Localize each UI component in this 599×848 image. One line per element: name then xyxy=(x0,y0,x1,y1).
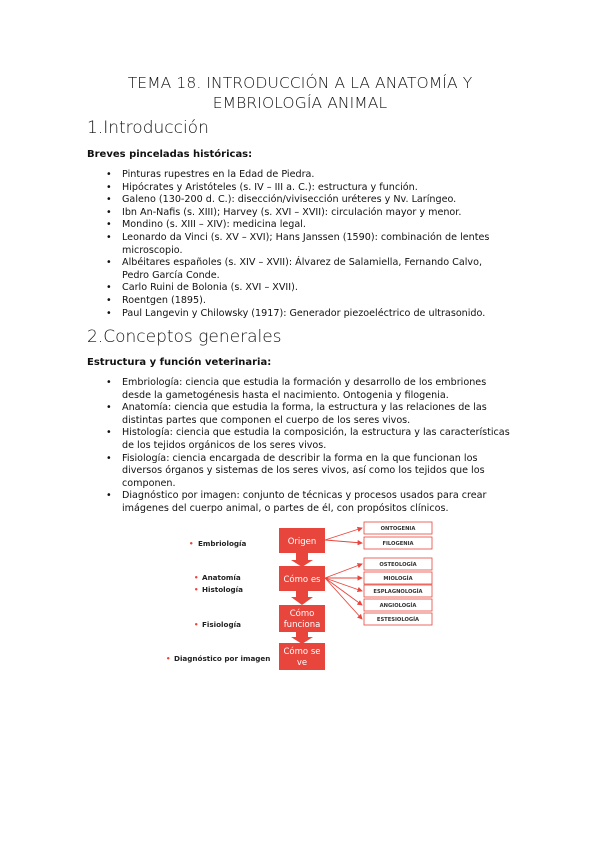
title-line-2: EMBRIOLOGÍA ANIMAL xyxy=(212,94,388,112)
list-item: • Leonardo da Vinci (s. XV – XVI); Hans Janssen (1590): combinación de lentes microscopio. xyxy=(0,232,512,257)
text-estesiologia: ESTESIOLOGÍA xyxy=(376,617,420,623)
svg-text:•: • xyxy=(194,621,199,629)
text-osteologia: OSTEOLOGÍA xyxy=(379,562,417,568)
label-histologia: Histología xyxy=(202,585,243,594)
label-embriologia: Embriología xyxy=(198,539,247,548)
label-fisiologia: Fisiología xyxy=(202,620,241,629)
text-como-se-ve-1: Cómo se xyxy=(283,647,321,657)
list-item: • Pinturas rupestres en la Edad de Piedra. xyxy=(0,169,512,182)
label-anatomia: Anatomía xyxy=(202,573,241,582)
text-como-es: Cómo es xyxy=(283,575,321,585)
list-item: • Mondino (s. XIII – XIV): medicina legal. xyxy=(0,219,512,232)
section-1-subheading: Breves pinceladas históricas: xyxy=(87,149,253,160)
section-1-heading: 1.Introducción xyxy=(87,118,209,138)
title-line-1: TEMA 18. INTRODUCCIÓN A LA ANATOMÍA Y xyxy=(127,74,473,92)
list-item: • Histología: ciencia que estudia la composición, la estructura y las características de los tejidos orgánicos de los seres vivos. xyxy=(0,427,512,452)
list-item: • Roentgen (1895). xyxy=(0,295,512,308)
list-item: • Carlo Ruini de Bolonia (s. XVI – XVII). xyxy=(0,282,512,295)
section-2-subheading: Estructura y función veterinaria: xyxy=(87,357,272,368)
list-item: • Galeno (130-200 d. C.): disección/vivisección uréteres y Nv. Laríngeo. xyxy=(0,194,512,207)
text-origen: Origen xyxy=(287,537,317,547)
svg-text:•: • xyxy=(189,540,194,548)
section-2-heading: 2.Conceptos generales xyxy=(87,327,282,347)
text-como-se-ve-2: ve xyxy=(296,658,308,668)
text-miologia: MIOLOGÍA xyxy=(383,576,413,582)
text-como-funciona-1: Cómo xyxy=(289,609,315,619)
svg-text:•: • xyxy=(166,655,171,663)
list-item: • Embriología: ciencia que estudia la formación y desarrollo de los embriones desde la gametogénesis hasta el nacimiento. Ontogenia y filogenia. xyxy=(0,377,512,402)
text-esplagnologia: ESPLAGNOLOGÍA xyxy=(373,589,423,595)
text-como-funciona-2: funciona xyxy=(283,620,321,630)
list-item: • Ibn An-Nafis (s. XIII); Harvey (s. XVI – XVII): circulación mayor y menor. xyxy=(0,207,512,220)
list-item: • Anatomía: ciencia que estudia la forma, la estructura y las relaciones de las distintas partes que componen el cuerpo de los seres vivos. xyxy=(0,402,512,427)
list-item: • Fisiología: ciencia encargada de describir la forma en la que funcionan los diversos órganos y sistemas de los seres vivos, así como los tejidos que los componen. xyxy=(0,453,512,491)
list-item: • Albéitares españoles (s. XIV – XVII): Álvarez de Salamiella, Fernando Calvo, Pedro García Conde. xyxy=(0,257,512,282)
text-angiologia: ANGIOLOGÍA xyxy=(379,603,417,609)
svg-text:•: • xyxy=(194,586,199,594)
text-filogenia: FILOGENIA xyxy=(382,541,414,547)
svg-text:•: • xyxy=(194,574,199,582)
list-item: • Paul Langevin y Chilowsky (1917): Generador piezoeléctrico de ultrasonido. xyxy=(0,308,512,321)
label-diagnostico: Diagnóstico por imagen xyxy=(174,654,271,663)
list-item: • Hipócrates y Aristóteles (s. IV – III a. C.): estructura y función. xyxy=(0,182,512,195)
text-ontogenia: ONTOGENIA xyxy=(380,526,416,532)
list-item: • Diagnóstico por imagen: conjunto de técnicas y procesos usados para crear imágenes del cuerpo animal, o partes de él, con propósitos clínicos. xyxy=(0,490,512,515)
